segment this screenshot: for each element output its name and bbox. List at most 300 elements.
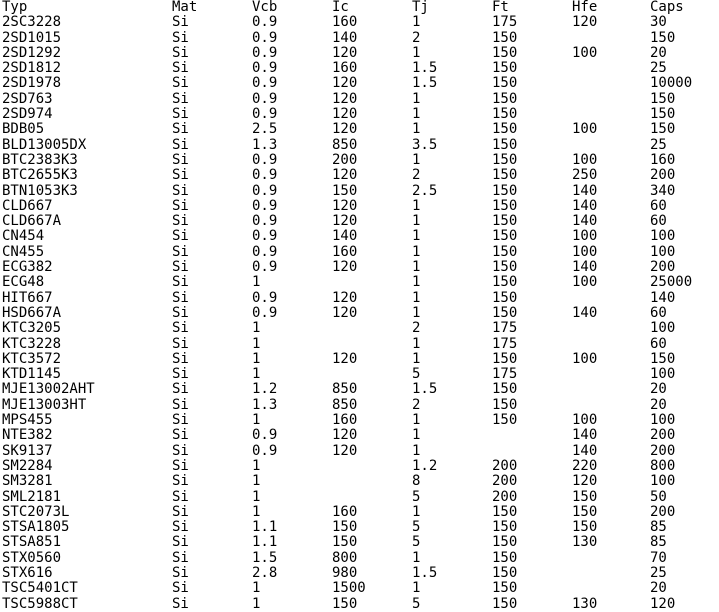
cell-ft: 150 [492,244,518,260]
cell-caps: 150 [650,91,676,107]
cell-mat: Si [172,336,189,352]
cell-caps: 10000 [650,76,693,92]
table-row [2,459,719,474]
cell-mat: Si [172,30,189,46]
cell-tj: 1.5 [412,565,438,581]
cell-typ: TSC5401CT [2,581,78,597]
column-header-tj: Tj [412,0,429,15]
cell-caps: 340 [650,183,676,199]
transistor-table [2,0,719,612]
cell-tj: 2 [412,30,421,46]
cell-ic: 120 [332,76,358,92]
cell-typ: KTC3572 [2,351,62,367]
cell-typ: STSA851 [2,535,62,551]
cell-caps: 60 [650,305,667,321]
cell-caps: 70 [650,550,667,566]
cell-tj: 1 [412,122,421,138]
cell-caps: 200 [650,168,676,184]
cell-hfe [572,367,650,382]
cell-mat: Si [172,397,189,413]
table-row [2,245,719,260]
table-row [2,535,719,550]
cell-vcb: 0.9 [252,168,278,184]
cell-ic [332,275,412,290]
cell-caps: 150 [650,30,676,46]
cell-ft: 150 [492,229,518,245]
cell-mat: Si [172,367,189,383]
cell-hfe: 220 [572,458,598,474]
column-header-caps: Caps [650,0,684,15]
cell-vcb: 2.5 [252,122,278,138]
cell-ic: 800 [332,550,358,566]
column-header-ft: Ft [492,0,509,15]
table-row [2,597,719,612]
cell-ft: 175 [492,336,518,352]
cell-ft: 200 [492,474,518,490]
cell-mat: Si [172,107,189,123]
cell-tj: 1 [412,413,421,429]
cell-mat: Si [172,321,189,337]
cell-ic: 140 [332,229,358,245]
cell-tj: 1 [412,15,421,31]
cell-ic: 120 [332,122,358,138]
cell-typ: 2SD763 [2,91,53,107]
cell-ft: 150 [492,397,518,413]
cell-vcb: 0.9 [252,443,278,459]
table-row [2,61,719,76]
cell-ic [332,367,412,382]
cell-tj: 1 [412,443,421,459]
table-row [2,229,719,244]
table-row [2,490,719,505]
cell-ic: 160 [332,15,358,31]
table-row [2,92,719,107]
cell-tj: 1.5 [412,61,438,77]
cell-tj: 2 [412,397,421,413]
table-row [2,367,719,382]
cell-caps: 200 [650,428,676,444]
cell-ic: 150 [332,520,358,536]
cell-mat: Si [172,260,189,276]
cell-vcb: 0.9 [252,15,278,31]
cell-vcb: 1.3 [252,137,278,153]
cell-caps: 160 [650,152,676,168]
cell-ft: 200 [492,489,518,505]
cell-ic: 160 [332,504,358,520]
table-row [2,76,719,91]
cell-mat: Si [172,214,189,230]
cell-vcb: 1.1 [252,520,278,536]
cell-mat: Si [172,229,189,245]
cell-mat: Si [172,351,189,367]
cell-ft: 150 [492,520,518,536]
cell-ft: 150 [492,290,518,306]
cell-ft: 150 [492,504,518,520]
cell-tj: 8 [412,474,421,490]
cell-ic: 140 [332,30,358,46]
cell-ic: 150 [332,596,358,612]
column-header-mat: Mat [172,0,198,15]
cell-mat: Si [172,489,189,505]
cell-tj: 1 [412,152,421,168]
cell-mat: Si [172,443,189,459]
cell-mat: Si [172,61,189,77]
cell-vcb: 1.5 [252,550,278,566]
cell-tj: 1 [412,550,421,566]
cell-typ: MJE13002AHT [2,382,95,398]
cell-hfe: 100 [572,351,598,367]
cell-caps: 120 [650,596,676,612]
cell-typ: 2SD1015 [2,30,62,46]
cell-tj: 1 [412,244,421,260]
cell-typ: MJE13003HT [2,397,87,413]
cell-vcb: 0.9 [252,183,278,199]
cell-ft: 150 [492,30,518,46]
cell-caps: 100 [650,229,676,245]
cell-typ: STSA1805 [2,520,70,536]
cell-tj: 1 [412,428,421,444]
column-header-hfe: Hfe [572,0,598,15]
table-row [2,168,719,183]
cell-vcb: 1 [252,321,261,337]
cell-tj: 1 [412,336,421,352]
cell-ft: 150 [492,122,518,138]
cell-vcb: 1 [252,581,261,597]
cell-tj: 5 [412,489,421,505]
cell-vcb: 0.9 [252,91,278,107]
cell-vcb: 1 [252,275,261,291]
cell-typ: BTN1053K3 [2,183,78,199]
cell-ic: 850 [332,382,358,398]
cell-caps: 25 [650,137,667,153]
cell-caps: 20 [650,45,667,61]
cell-tj: 1.5 [412,76,438,92]
table-row [2,15,719,30]
table-row [2,520,719,535]
cell-typ: BLD13005DX [2,137,87,153]
cell-tj: 5 [412,535,421,551]
table-row [2,275,719,290]
cell-ic: 160 [332,61,358,77]
cell-typ: HSD667A [2,305,62,321]
column-header-vcb: Vcb [252,0,278,15]
cell-vcb: 0.9 [252,45,278,61]
cell-typ: CN455 [2,244,45,260]
table-row [2,581,719,596]
cell-vcb: 0.9 [252,260,278,276]
cell-ic: 150 [332,183,358,199]
cell-tj: 1.2 [412,458,438,474]
cell-hfe: 150 [572,489,598,505]
cell-ic: 120 [332,428,358,444]
cell-ft: 150 [492,76,518,92]
cell-hfe: 140 [572,183,598,199]
cell-ic: 1500 [332,581,366,597]
cell-tj: 1 [412,581,421,597]
cell-mat: Si [172,168,189,184]
cell-mat: Si [172,305,189,321]
cell-mat: Si [172,458,189,474]
cell-ft: 150 [492,275,518,291]
table-body [2,15,719,612]
cell-hfe: 120 [572,474,598,490]
cell-vcb: 0.9 [252,198,278,214]
table-row [2,46,719,61]
cell-ic: 120 [332,168,358,184]
cell-typ: BDB05 [2,122,45,138]
cell-vcb: 0.9 [252,61,278,77]
cell-hfe: 250 [572,168,598,184]
cell-caps: 25000 [650,275,693,291]
table-row [2,352,719,367]
cell-hfe [572,382,650,397]
cell-mat: Si [172,428,189,444]
cell-tj: 1 [412,305,421,321]
cell-caps: 60 [650,214,667,230]
cell-tj: 2 [412,168,421,184]
cell-tj: 1 [412,290,421,306]
cell-vcb: 1 [252,504,261,520]
cell-hfe: 140 [572,214,598,230]
cell-ft: 150 [492,214,518,230]
cell-tj: 5 [412,596,421,612]
cell-ft [492,444,572,459]
cell-ft: 200 [492,458,518,474]
cell-caps: 100 [650,413,676,429]
cell-ic: 850 [332,397,358,413]
table-row [2,337,719,352]
cell-typ: CLD667A [2,214,62,230]
cell-ic: 120 [332,305,358,321]
cell-hfe [572,92,650,107]
cell-ft: 150 [492,382,518,398]
cell-ft: 150 [492,565,518,581]
cell-mat: Si [172,520,189,536]
cell-typ: STX616 [2,565,53,581]
cell-ic [332,337,412,352]
cell-hfe: 140 [572,260,598,276]
cell-hfe: 130 [572,535,598,551]
cell-vcb: 1.3 [252,397,278,413]
table-row [2,199,719,214]
cell-mat: Si [172,413,189,429]
cell-ic: 120 [332,260,358,276]
cell-ft: 150 [492,413,518,429]
cell-typ: ECG48 [2,275,45,291]
cell-hfe [572,337,650,352]
cell-mat: Si [172,15,189,31]
cell-mat: Si [172,244,189,260]
cell-hfe: 100 [572,275,598,291]
cell-mat: Si [172,550,189,566]
table-row [2,122,719,137]
cell-caps: 200 [650,504,676,520]
cell-ic [332,459,412,474]
cell-ic: 120 [332,214,358,230]
cell-mat: Si [172,382,189,398]
cell-vcb: 0.9 [252,152,278,168]
cell-hfe [572,61,650,76]
cell-ft: 150 [492,305,518,321]
cell-caps: 800 [650,458,676,474]
cell-caps: 85 [650,535,667,551]
cell-typ: CLD667 [2,198,53,214]
cell-ft: 150 [492,550,518,566]
cell-hfe [572,398,650,413]
cell-typ: 2SC3228 [2,15,62,31]
cell-vcb: 1 [252,458,261,474]
cell-vcb: 1.1 [252,535,278,551]
cell-ic: 120 [332,443,358,459]
cell-mat: Si [172,152,189,168]
table-row [2,291,719,306]
cell-tj: 1.5 [412,382,438,398]
cell-hfe [572,31,650,46]
cell-hfe: 140 [572,305,598,321]
cell-ft: 150 [492,61,518,77]
cell-typ: TSC5988CT [2,596,78,612]
cell-typ: 2SD974 [2,107,53,123]
cell-caps: 150 [650,122,676,138]
cell-vcb: 1.2 [252,382,278,398]
cell-tj: 1 [412,198,421,214]
cell-typ: SML2181 [2,489,62,505]
cell-tj: 1 [412,214,421,230]
cell-hfe [572,581,650,596]
cell-tj: 5 [412,367,421,383]
cell-vcb: 0.9 [252,76,278,92]
cell-typ: STC2073L [2,504,70,520]
cell-hfe: 130 [572,596,598,612]
cell-tj: 2.5 [412,183,438,199]
cell-caps: 60 [650,336,667,352]
cell-caps: 60 [650,198,667,214]
column-header-ic: Ic [332,0,349,15]
cell-typ: 2SD1978 [2,76,62,92]
cell-vcb: 0.9 [252,244,278,260]
cell-tj: 1 [412,351,421,367]
cell-vcb: 0.9 [252,290,278,306]
cell-caps: 25 [650,61,667,77]
cell-hfe: 140 [572,428,598,444]
cell-ic [332,490,412,505]
table-row [2,184,719,199]
cell-hfe: 100 [572,229,598,245]
cell-hfe [572,566,650,581]
table-row [2,214,719,229]
cell-caps: 20 [650,397,667,413]
cell-mat: Si [172,504,189,520]
cell-typ: CN454 [2,229,45,245]
cell-hfe: 100 [572,122,598,138]
cell-typ: MPS455 [2,413,53,429]
cell-ic: 160 [332,413,358,429]
table-row [2,566,719,581]
cell-mat: Si [172,581,189,597]
cell-ft: 150 [492,137,518,153]
cell-typ: ECG382 [2,260,53,276]
column-header-typ: Typ [2,0,28,15]
table-row [2,382,719,397]
cell-caps: 20 [650,382,667,398]
cell-typ: KTC3205 [2,321,62,337]
cell-vcb: 0.9 [252,30,278,46]
table-row [2,138,719,153]
cell-ic [332,474,412,489]
table-row [2,260,719,275]
cell-mat: Si [172,535,189,551]
cell-mat: Si [172,45,189,61]
cell-vcb: 0.9 [252,107,278,123]
cell-typ: SK9137 [2,443,53,459]
table-row [2,413,719,428]
cell-mat: Si [172,183,189,199]
cell-typ: HIT667 [2,290,53,306]
table-row [2,444,719,459]
cell-vcb: 1 [252,474,261,490]
cell-vcb: 1 [252,489,261,505]
cell-typ: 2SD1812 [2,61,62,77]
cell-tj: 1 [412,260,421,276]
cell-tj: 2 [412,321,421,337]
cell-ic: 120 [332,290,358,306]
cell-caps: 25 [650,565,667,581]
cell-caps: 100 [650,244,676,260]
cell-mat: Si [172,565,189,581]
cell-typ: KTD1145 [2,367,62,383]
table-row [2,31,719,46]
cell-mat: Si [172,91,189,107]
cell-tj: 1 [412,91,421,107]
table-row [2,551,719,566]
cell-caps: 150 [650,351,676,367]
cell-vcb: 0.9 [252,229,278,245]
cell-hfe: 100 [572,244,598,260]
cell-tj: 1 [412,275,421,291]
cell-typ: BTC2383K3 [2,152,78,168]
cell-hfe: 120 [572,15,598,31]
cell-tj: 3.5 [412,137,438,153]
cell-tj: 1 [412,45,421,61]
cell-ft: 150 [492,91,518,107]
cell-hfe: 100 [572,152,598,168]
cell-ft: 150 [492,107,518,123]
cell-ic: 160 [332,244,358,260]
cell-vcb: 1 [252,351,261,367]
cell-hfe [572,291,650,306]
cell-caps: 50 [650,489,667,505]
cell-hfe: 100 [572,45,598,61]
cell-ft: 175 [492,321,518,337]
cell-hfe: 150 [572,520,598,536]
cell-caps: 85 [650,520,667,536]
cell-mat: Si [172,275,189,291]
cell-ic: 980 [332,565,358,581]
cell-tj: 1 [412,229,421,245]
cell-mat: Si [172,76,189,92]
cell-ic: 150 [332,535,358,551]
cell-ft: 175 [492,15,518,31]
cell-tj: 5 [412,520,421,536]
cell-vcb: 0.9 [252,305,278,321]
cell-caps: 200 [650,443,676,459]
cell-ic: 120 [332,198,358,214]
cell-ft: 175 [492,367,518,383]
table-row [2,321,719,336]
cell-mat: Si [172,137,189,153]
cell-caps: 200 [650,260,676,276]
cell-ic: 120 [332,107,358,123]
